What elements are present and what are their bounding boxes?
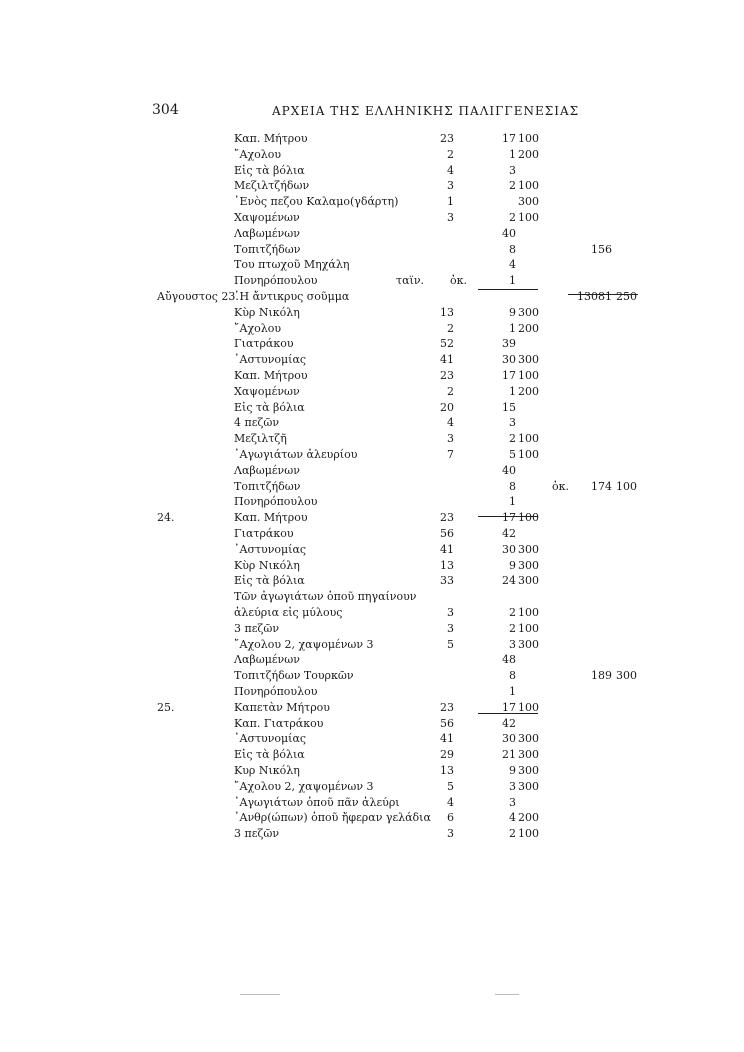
amount-value: 8 — [509, 242, 516, 256]
ledger-row — [0, 763, 744, 779]
count-value: 3 — [447, 621, 454, 635]
ledger-row — [0, 510, 744, 526]
amount-value: 2 — [509, 211, 516, 224]
ledger-row — [0, 526, 744, 542]
amount-value: 1 — [509, 274, 516, 288]
amount-value: 3 — [509, 779, 516, 793]
ledger-row — [0, 368, 744, 384]
entry-label: Καπ. Μήτρου — [234, 511, 308, 525]
entry-label: ᾿Αστυνομίας — [234, 353, 307, 367]
amount-fraction: 100 — [518, 621, 539, 635]
scan-mark — [240, 994, 280, 995]
amount-fraction: 300 — [518, 637, 539, 651]
ledger-row — [0, 131, 744, 147]
entry-label: 3 πεζῶν — [234, 827, 280, 841]
entry-label: Καπ. Γιατράκου — [234, 716, 324, 730]
amount-fraction: 100 — [518, 132, 539, 145]
amount-fraction: 100 — [518, 432, 539, 446]
ledger-row — [0, 163, 744, 179]
count-value: 41 — [440, 542, 454, 556]
amount-value: 17 — [502, 511, 516, 525]
ledger-row — [0, 731, 744, 747]
entry-label: Καπ. Μήτρου — [234, 369, 308, 382]
ledger-row — [0, 463, 744, 479]
ledger-row — [0, 716, 744, 732]
ledger-row — [0, 779, 744, 795]
ledger-row — [0, 810, 744, 826]
ledger-row — [0, 795, 744, 811]
entry-date: 24. — [157, 511, 175, 525]
ledger-row — [0, 273, 744, 289]
total-value: 13081 — [577, 290, 612, 303]
count-value: 2 — [447, 384, 454, 398]
entry-label: Πονηρόπουλου — [234, 495, 318, 509]
page-number: 304 — [152, 102, 179, 118]
total-rule — [568, 294, 638, 295]
entry-label: ῎Αχολου — [234, 147, 282, 161]
ledger-row — [0, 415, 744, 431]
amount-value: 3 — [509, 163, 516, 177]
amount-fraction: 300 — [518, 732, 539, 746]
amount-value: 42 — [502, 716, 516, 730]
count-value: 23 — [440, 132, 454, 145]
entry-label: Πονηρόπουλου — [234, 274, 318, 288]
ledger-row — [0, 242, 744, 258]
total-fraction: 300 — [616, 669, 637, 683]
ledger-row — [0, 257, 744, 273]
ledger-row — [0, 210, 744, 226]
amount-fraction: 100 — [518, 179, 539, 193]
amount-fraction: 200 — [518, 147, 539, 161]
count-value: 23 — [440, 700, 454, 714]
total-fraction: 100 — [616, 479, 637, 493]
count-value: 3 — [447, 179, 454, 193]
amount-value: 17 — [502, 369, 516, 382]
amount-fraction: 300 — [518, 353, 539, 367]
count-value: 4 — [447, 795, 454, 809]
ledger-row — [0, 621, 744, 637]
amount-value: 40 — [502, 463, 516, 477]
amount-value: 2 — [509, 179, 516, 193]
ledger-row — [0, 826, 744, 842]
ledger-row — [0, 178, 744, 194]
entry-label: ῎Αχολου — [234, 321, 282, 335]
amount-value: 8 — [509, 669, 516, 683]
count-value: 5 — [447, 779, 454, 793]
ledger-row — [0, 321, 744, 337]
entry-label: Κὺρ Νικόλη — [234, 305, 300, 319]
amount-fraction: 200 — [518, 811, 539, 825]
count-value: 20 — [440, 400, 454, 414]
count-value: 3 — [447, 211, 454, 224]
total-fraction: 250 — [616, 290, 637, 303]
entry-label: 3 πεζῶν — [234, 621, 280, 635]
amount-fraction: 100 — [518, 211, 539, 224]
amount-value: 24 — [502, 574, 516, 588]
count-value: 3 — [447, 606, 454, 619]
amount-value: 1 — [509, 495, 516, 509]
entry-date: 25. — [157, 700, 175, 714]
amount-fraction: 300 — [518, 195, 539, 209]
amount-value: 1 — [509, 147, 516, 161]
ledger-row — [0, 384, 744, 400]
unit-note: ὀκ. — [552, 479, 569, 493]
entry-label: Καπετὰν Μήτρου — [234, 700, 330, 714]
amount-value: 4 — [509, 811, 516, 825]
count-value: 52 — [440, 337, 454, 351]
amount-fraction: 300 — [518, 558, 539, 572]
ledger-row — [0, 226, 744, 242]
entry-label: Μεζιλτζῆ — [234, 432, 287, 446]
amount-value: 3 — [509, 416, 516, 430]
amount-value: 2 — [509, 432, 516, 446]
entry-label: Πονηρόπουλου — [234, 685, 318, 698]
ledger-row — [0, 747, 744, 763]
amount-value: 40 — [502, 226, 516, 240]
ledger-row — [0, 542, 744, 558]
entry-label: Τῶν ἀγωγιάτων ὁποῦ πηγαίνουν — [234, 590, 417, 604]
amount-value: 3 — [509, 795, 516, 809]
entry-label: 4 πεζῶν — [234, 416, 280, 430]
count-value: 2 — [447, 147, 454, 161]
count-value: 7 — [447, 448, 454, 461]
ledger-row — [0, 684, 744, 700]
amount-value: 17 — [502, 132, 516, 145]
amount-value: 1 — [509, 685, 516, 698]
entry-date: Αὔγουστος 23. — [157, 290, 239, 303]
count-value: 4 — [447, 416, 454, 430]
ledger-row — [0, 494, 744, 510]
sum-rule — [478, 713, 538, 714]
amount-value: 4 — [509, 258, 516, 272]
entry-label: ῎Αχολου 2, χαψομένων 3 — [234, 779, 374, 793]
amount-value: 8 — [509, 479, 516, 493]
ledger-row — [0, 305, 744, 321]
entry-label: ᾿Αστυνομίας — [234, 542, 307, 556]
amount-value: 48 — [502, 653, 516, 667]
amount-fraction: 100 — [518, 511, 539, 525]
entry-label: Κυρ Νικόλη — [234, 764, 300, 777]
count-value: 4 — [447, 163, 454, 177]
amount-value: 17 — [502, 700, 516, 714]
entry-label: ᾿Ανθρ(ώπων) ὁποῦ ἤφεραν γελάδια — [234, 811, 431, 825]
unit-note: ὀκ. — [450, 274, 467, 288]
entry-label: Εἰς τὰ βόλια — [234, 748, 305, 762]
ledger-row — [0, 479, 744, 495]
amount-fraction: 300 — [518, 574, 539, 588]
entry-label: Μεζιλτζήδων — [234, 179, 310, 193]
unit-note: ταϊν. — [396, 274, 425, 288]
ledger-row — [0, 637, 744, 653]
entry-label: ᾿Αγωγιάτων ἀλευρίου — [234, 448, 358, 461]
entry-label: ἀλεύρια εἰς μύλους — [234, 606, 343, 619]
amount-value: 30 — [502, 732, 516, 746]
count-value: 13 — [440, 558, 454, 572]
count-value: 1 — [447, 195, 454, 209]
entry-label: Λαβωμένων — [234, 463, 300, 477]
amount-value: 3 — [509, 637, 516, 651]
amount-value: 39 — [502, 337, 516, 351]
amount-fraction: 300 — [518, 764, 539, 777]
amount-value: 9 — [509, 558, 516, 572]
ledger-row — [0, 400, 744, 416]
amount-value: 2 — [509, 827, 516, 841]
amount-value: 9 — [509, 305, 516, 319]
amount-fraction: 200 — [518, 384, 539, 398]
entry-label: ῾Η ἄντικρυς σοῦμμα — [234, 290, 350, 303]
amount-fraction: 100 — [518, 827, 539, 841]
amount-fraction: 300 — [518, 779, 539, 793]
entry-label: Εἰς τὰ βόλια — [234, 574, 305, 588]
sum-rule — [478, 289, 538, 290]
amount-fraction: 200 — [518, 321, 539, 335]
total-value: 174 — [591, 479, 612, 493]
count-value: 5 — [447, 637, 454, 651]
count-value: 2 — [447, 321, 454, 335]
total-value: 156 — [591, 242, 612, 256]
entry-label: Κὺρ Νικόλη — [234, 558, 300, 572]
ledger-row — [0, 605, 744, 621]
count-value: 23 — [440, 511, 454, 525]
entry-label: Τοπιτζήδων Τουρκῶν — [234, 669, 354, 683]
ledger-row — [0, 447, 744, 463]
amount-value: 21 — [502, 748, 516, 762]
entry-label: ᾿Αγωγιάτων ὁποῦ πᾶν ἀλεύρι — [234, 795, 400, 809]
count-value: 13 — [440, 305, 454, 319]
ledger-row — [0, 289, 744, 305]
ledger-row — [0, 147, 744, 163]
running-head: ΑΡΧΕΙΑ ΤΗΣ ΕΛΛΗΝΙΚΗΣ ΠΑΛΙΓΓΕΝΕΣΙΑΣ — [272, 104, 580, 118]
entry-label: Χαψομένων — [234, 211, 300, 224]
ledger-row — [0, 558, 744, 574]
entry-label: Καπ. Μήτρου — [234, 132, 308, 145]
amount-value: 42 — [502, 527, 516, 540]
entry-label: Χαψομένων — [234, 384, 300, 398]
count-value: 56 — [440, 527, 454, 540]
count-value: 56 — [440, 716, 454, 730]
count-value: 6 — [447, 811, 454, 825]
ledger-row — [0, 352, 744, 368]
amount-fraction: 300 — [518, 542, 539, 556]
ledger-row — [0, 589, 744, 605]
count-value: 41 — [440, 353, 454, 367]
ledger-row — [0, 652, 744, 668]
entry-label: Γιατράκου — [234, 337, 294, 351]
entry-label: Λαβωμένων — [234, 226, 300, 240]
amount-fraction: 300 — [518, 305, 539, 319]
amount-value: 5 — [509, 448, 516, 461]
amount-fraction: 100 — [518, 369, 539, 382]
total-value: 189 — [591, 669, 612, 683]
count-value: 3 — [447, 432, 454, 446]
entry-label: Εἰς τὰ βόλια — [234, 400, 305, 414]
count-value: 29 — [440, 748, 454, 762]
amount-value: 15 — [502, 400, 516, 414]
amount-value: 30 — [502, 353, 516, 367]
amount-fraction: 100 — [518, 606, 539, 619]
entry-label: ῎Αχολου 2, χαψομένων 3 — [234, 637, 374, 651]
amount-value: 1 — [509, 321, 516, 335]
amount-value: 9 — [509, 764, 516, 777]
ledger-row — [0, 700, 744, 716]
count-value: 13 — [440, 764, 454, 777]
entry-label: Του πτωχοῦ Μηχάλη — [234, 258, 350, 272]
amount-value: 1 — [509, 384, 516, 398]
entry-label: Τοπιτζήδων — [234, 242, 301, 256]
count-value: 33 — [440, 574, 454, 588]
amount-value: 2 — [509, 621, 516, 635]
sum-rule — [478, 516, 538, 517]
entry-label: Γιατράκου — [234, 527, 294, 540]
entry-label: ᾿Αστυνομίας — [234, 732, 307, 746]
count-value: 23 — [440, 369, 454, 382]
entry-label: Λαβωμένων — [234, 653, 300, 667]
amount-fraction: 100 — [518, 448, 539, 461]
amount-value: 2 — [509, 606, 516, 619]
ledger-row — [0, 668, 744, 684]
ledger-row — [0, 573, 744, 589]
entry-label: ῾Ενὸς πεζου Καλαμο(γδάρτη) — [234, 195, 399, 209]
ledger-row — [0, 336, 744, 352]
amount-fraction: 100 — [518, 700, 539, 714]
ledger-row — [0, 431, 744, 447]
entry-label: Τοπιτζήδων — [234, 479, 301, 493]
amount-value: 30 — [502, 542, 516, 556]
amount-fraction: 300 — [518, 748, 539, 762]
count-value: 3 — [447, 827, 454, 841]
scan-mark — [495, 994, 519, 995]
count-value: 41 — [440, 732, 454, 746]
ledger-row — [0, 194, 744, 210]
entry-label: Εἰς τὰ βόλια — [234, 163, 305, 177]
